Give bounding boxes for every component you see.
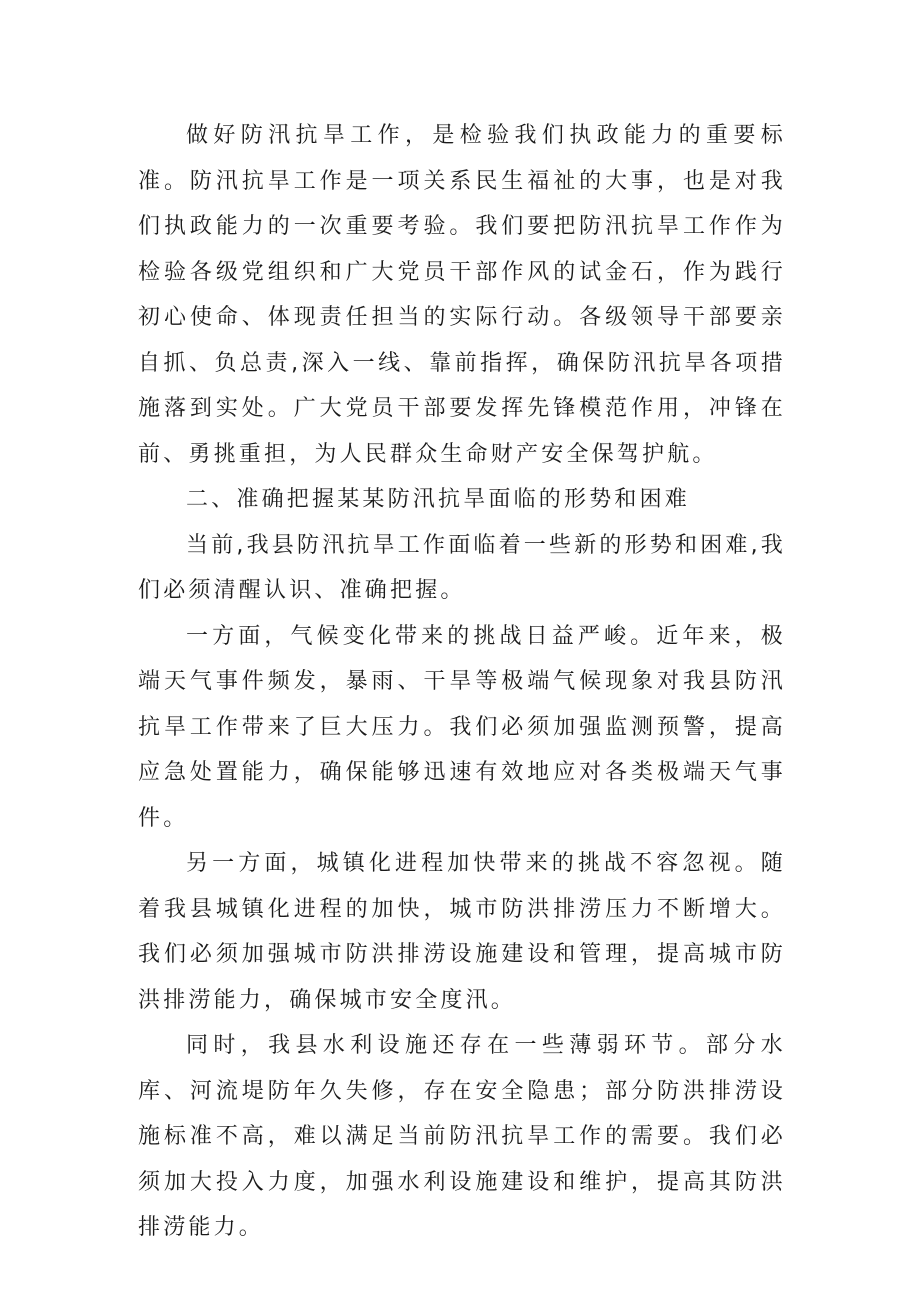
section-heading-situation: 二、准确把握某某防汛抗旱面临的形势和困难	[186, 487, 691, 512]
paragraph-climate-challenge: 一方面，气候变化带来的挑战日益严峻。近年来，极端天气事件频发，暴雨、干旱等极端气候现象对我县防汛抗旱工作带来了巨大压力。我们必须加强监测预警，提高应急处置能力，确保能够迅速有效地应对各类极端天气事件。	[138, 623, 786, 831]
document-body	[138, 113, 786, 1251]
paragraph-water-facilities: 同时，我县水利设施还存在一些薄弱环节。部分水库、河流堤防年久失修，存在安全隐患；部分防洪排涝设施标准不高，难以满足当前防汛抗旱工作的需要。我们必须加大投入力度，加强水利设施建设和维护，提高其防洪排涝能力。	[138, 1033, 786, 1240]
paragraph-urbanization-challenge: 另一方面，城镇化进程加快带来的挑战不容忽视。随着我县城镇化进程的加快，城市防洪排涝压力不断增大。我们必须加强城市防洪排涝设施建设和管理，提高城市防洪排涝能力，确保城市安全度汛。	[138, 851, 786, 1013]
paragraph-current-situation: 当前,我县防汛抗旱工作面临着一些新的形势和困难,我们必须清醒认识、准确把握。	[138, 532, 786, 603]
paragraph-governance-standard: 做好防汛抗旱工作，是检验我们执政能力的重要标准。防汛抗旱工作是一项关系民生福祉的大事，也是对我们执政能力的一次重要考验。我们要把防汛抗旱工作作为检验各级党组织和广大党员干部作风的试金石，作为践行初心使命、体现责任担当的实际行动。各级领导干部要亲自抓、负总责,深入一线、靠前指挥，确保防汛抗旱各项措施落到实处。广大党员干部要发挥先锋模范作用，冲锋在前、勇挑重担，为人民群众生命财产安全保驾护航。	[138, 123, 786, 467]
